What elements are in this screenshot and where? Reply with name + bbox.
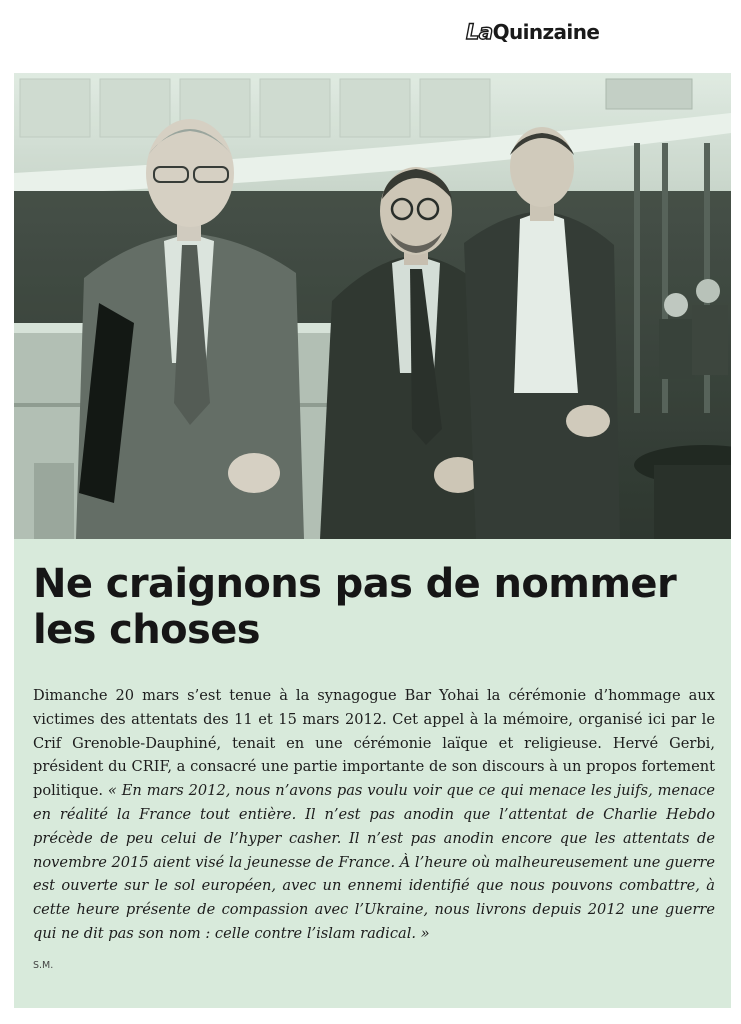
logo-name: Quinzaine	[492, 20, 600, 44]
article-panel	[14, 539, 731, 1008]
article-body-quote: « En mars 2012, nous n’avons pas voulu voir que ce qui menace les juifs, menace en réalité la France tout entière. Il n’est pas anodin que l’attentat de Charlie Hebdo précède de peu celui de l’hyper casher. Il n’est pas anodin encore que les attentats de novembre 2015 aient visé la jeunesse de France. À l’heure où malheureusement une guerre est ouverte sur le sol européen, avec un ennemi identifié que nous pouvons combattre, à cette heure présente de compassion avec l’Ukraine, nous livrons depuis 2012 une guerre qui ne dit pas son nom : celle contre l’islam radical. »	[33, 782, 715, 942]
publication-logo	[466, 20, 599, 60]
article-body-intro: Dimanche 20 mars s’est tenue à la synagogue Bar Yohai la cérémonie d’hommage aux victimes des attentats des 11 et 15 mars 2012. Cet appel à la mémoire, organisé ici par le Crif Grenoble-Dauphiné, tenait en une cérémonie laïque et religieuse. Hervé Gerbi, président du CRIF, a consacré une partie importante de son discours à un propos fortement politique.	[33, 687, 715, 800]
article-body	[33, 684, 715, 946]
article-photo	[14, 73, 731, 539]
logo-prefix: La	[466, 20, 493, 44]
ceremony-photo-illustration	[14, 73, 731, 539]
article-signature: S.M.	[33, 960, 54, 971]
article-headline: Ne craignons pas de nommer les choses	[33, 561, 677, 653]
